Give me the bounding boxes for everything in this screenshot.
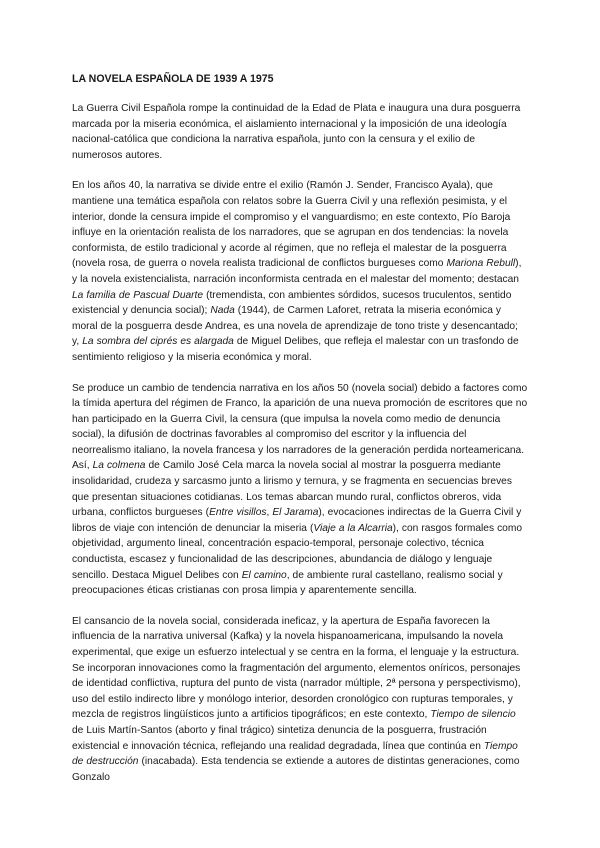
text-run: El cansancio de la novela social, considerada ineficaz, y la apertura de España favorecen la influencia de la narrativa universal (Kafka) y la novela hispanoamericana, impulsando la novela experimental, que exige un esfuerzo intelectual y se centra en la forma, el lenguaje y la estructura. Se incorporan innovaciones como la fragmentación del argumento, elementos oníricos, personajes de identidad conflictiva, ruptura del punto de vista (narrador múltiple, 2ª persona y perspectivismo), uso del estilo indirecto libre y monólogo interior, desorden cronológico con rupturas temporales, y mezcla de registros lingüísticos junto a artificios tipográficos; en este contexto, [72, 615, 521, 721]
text-run: (inacabada). Esta tendencia se extiende a autores de distintas generaciones, como Gonzalo [72, 756, 520, 783]
paragraph-intro [72, 101, 528, 163]
text-run: de Camilo José Cela marca la novela social al mostrar la posguerra mediante insolidaridad, crudeza y sarcasmo junto a lirismo y ternura, y se fragmenta en secuencias breves que presentan situaciones cotidianas. Los temas abarcan mundo rural, conflictos obreros, vida urbana, conflictos burgueses ( [72, 460, 512, 519]
paragraph-intro-text: La Guerra Civil Española rompe la continuidad de la Edad de Plata e inaugura una dura posguerra marcada por la miseria económica, el aislamiento internacional y la imposición de una ideología nacional-católica que condiciona la narrativa española, junto con la censura y el exilio de numerosos autores. [72, 103, 521, 161]
document-title: LA NOVELA ESPAÑOLA DE 1939 A 1975 [72, 73, 274, 85]
paragraph-experimental [72, 614, 528, 786]
paragraph-years-40 [72, 178, 528, 365]
book-title-mariona-rebull: Mariona Rebull [446, 258, 516, 270]
book-title-el-jarama: El Jarama [272, 507, 319, 519]
book-title-entre-visillos: Entre visillos [209, 507, 267, 519]
text-run: Se produce un cambio de tendencia narrativa en los años 50 (novela social) debido a factores como la tímida apertura del régimen de Franco, la aparición de una nueva promoción de escritores que no han participado en la Guerra Civil, la censura (que impulsa la novela como medio de denuncia social), la difusión de doctrinas favorables al compromiso del escritor y la influencia del neorrealismo italiano, la novela francesa y los narradores de la generación perdida norteamericana. Así, [72, 382, 528, 472]
paragraph-years-50 [72, 381, 528, 599]
document-page [72, 72, 528, 800]
text-run: ), con rasgos formales como objetividad, argumento lineal, concentración espacio-temporal, personaje colectivo, técnica conductista, escasez y funcionalidad de las descripciones, abundancia de diálogo y lenguaje sencillo. Destaca Miguel Delibes con [72, 522, 522, 581]
text-run: (1944), de Carmen Laforet, retrata la miseria económica y moral de la posguerra desde Andrea, es una novela de aprendizaje de tono triste y desencantado; y, [72, 305, 518, 348]
text-run: ), y la novela existencialista, narración inconformista centrada en el malestar del momento; destacan [72, 258, 522, 285]
text-run: , [266, 507, 273, 519]
book-title-la-colmena: La colmena [92, 460, 146, 472]
book-title-pascual-duarte: La familia de Pascual Duarte [72, 289, 204, 301]
book-title-tiempo-silencio: Tiempo de silencio [430, 709, 516, 721]
book-title-viaje-alcarria: Viaje a la Alcarria [313, 522, 393, 534]
book-title-nada: Nada [210, 305, 235, 317]
text-run: de Miguel Delibes, que refleja el malestar con un trasfondo de sentimiento religioso y la miseria económica y moral. [72, 336, 519, 363]
book-title-el-camino: El camino [241, 569, 287, 581]
text-run: En los años 40, la narrativa se divide entre el exilio (Ramón J. Sender, Francisco Ayala), que mantiene una temática española con relatos sobre la Guerra Civil y una reflexión pesimista, y el interior, donde la censura impide el compromiso y el vanguardismo; en este contexto, Pío Baroja influye en la orientación realista de los narradores, que se agrupan en dos tendencias: la novela conformista, de estilo tradicional y acorde al régimen, que no refleja el malestar de la posguerra (novela rosa, de guerra o novela realista tradicional de conflictos burgueses como [72, 180, 511, 270]
book-title-tiempo-destruccion: Tiempo de destrucción [72, 740, 518, 768]
text-run: de Luis Martín-Santos (aborto y final trágico) sintetiza denuncia de la posguerra, frustración existencial e innovación técnica, reflejando una realidad degradada, línea que continúa en [72, 724, 487, 752]
text-run: ), evocaciones indirectas de la Guerra Civil y libros de viaje con intención de denunciar la miseria ( [72, 507, 522, 534]
text-run: , de ambiente rural castellano, realismo social y preocupaciones éticas cristianas con prosa limpia y aparentemente sencilla. [72, 569, 503, 597]
text-run: (tremendista, con ambientes sórdidos, sucesos truculentos, sentido existencial y denuncia social); [72, 289, 512, 317]
book-title-sombra-cipres: La sombra del ciprés es alargada [82, 336, 234, 348]
